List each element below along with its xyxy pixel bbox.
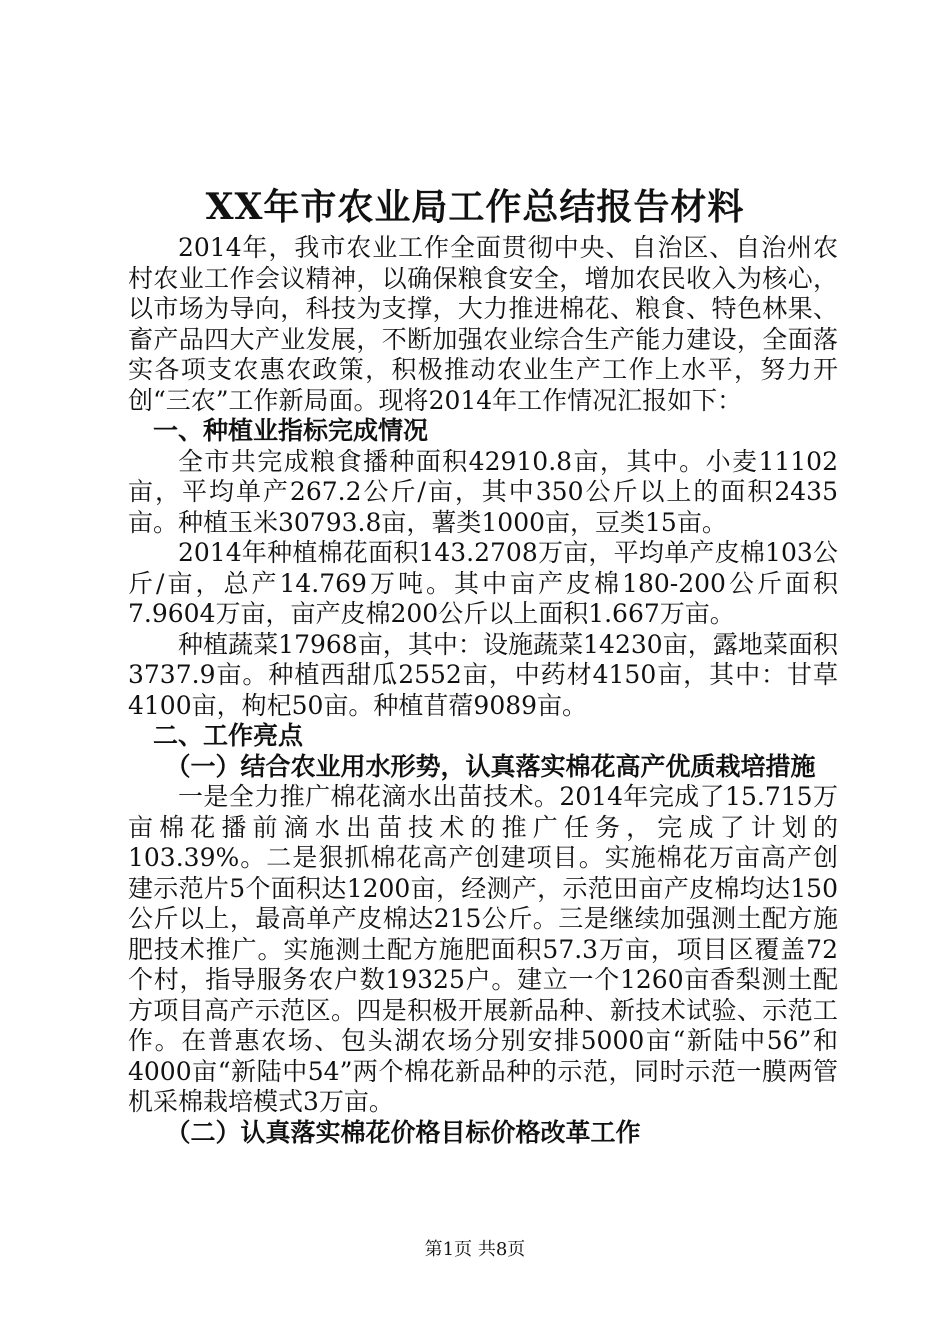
page-footer: 第1页 共8页	[424, 1239, 526, 1260]
paragraph-grain: 全市共完成粮食播种面积42910.8亩，其中。小麦11102亩，平均单产267.2公斤/亩，其中350公斤以上的面积2435亩。种植玉米30793.8亩，薯类1000亩，豆类15亩。	[128, 446, 838, 537]
subsection-heading-price-reform: （二）认真落实棉花价格目标价格改革工作	[165, 1117, 641, 1147]
paragraph-vegetables: 种植蔬菜17968亩，其中：设施蔬菜14230亩，露地菜面积3737.9亩。种植西甜瓜2552亩，中药材4150亩，其中：甘草4100亩，枸杞50亩。种植苜蓿9089亩。	[128, 629, 838, 720]
section-heading-highlights: 二、工作亮点	[153, 721, 304, 750]
document-title: XX年市农业局工作总结报告材料	[205, 186, 745, 228]
intro-paragraph: 2014年，我市农业工作全面贯彻中央、自治区、自治州农村农业工作会议精神，以确保粮食安全，增加农民收入为核心，以市场为导向，科技为支撑，大力推进棉花、粮食、特色林果、畜产品四大产业发展，不断加强农业综合生产能力建设，全面落实各项支农惠农政策，积极推动农业生产工作上水平，努力开创“三农”工作新局面。现将2014年工作情况汇报如下：	[128, 233, 838, 415]
document-body	[128, 233, 838, 1148]
paragraph-cotton: 2014年种植棉花面积143.2708万亩，平均单产皮棉103公斤/亩，总产14.769万吨。其中亩产皮棉180-200公斤面积7.9604万亩，亩产皮棉200公斤以上面积1.667万亩。	[128, 538, 838, 628]
subsection-heading-cotton-cultivation: （一）结合农业用水形势，认真落实棉花高产优质栽培措施	[165, 751, 816, 781]
paragraph-cotton-measures: 一是全力推广棉花滴水出苗技术。2014年完成了15.715万亩棉花播前滴水出苗技术的推广任务，完成了计划的103.39%。二是狠抓棉花高产创建项目。实施棉花万亩高产创建示范片5个面积达1200亩，经测产，示范田亩产皮棉均达150公斤以上，最高单产皮棉达215公斤。三是继续加强测土配方施肥技术推广。实施测土配方施肥面积57.3万亩，项目区覆盖72个村，指导服务农户数19325户。建立一个1260亩香梨测土配方项目高产示范区。四是积极开展新品种、新技术试验、示范工作。在普惠农场、包头湖农场分别安排5000亩“新陆中56”和4000亩“新陆中54”两个棉花新品种的示范，同时示范一膜两管机采棉栽培模式3万亩。	[128, 782, 838, 1116]
section-heading-planting: 一、种植业指标完成情况	[153, 416, 429, 445]
